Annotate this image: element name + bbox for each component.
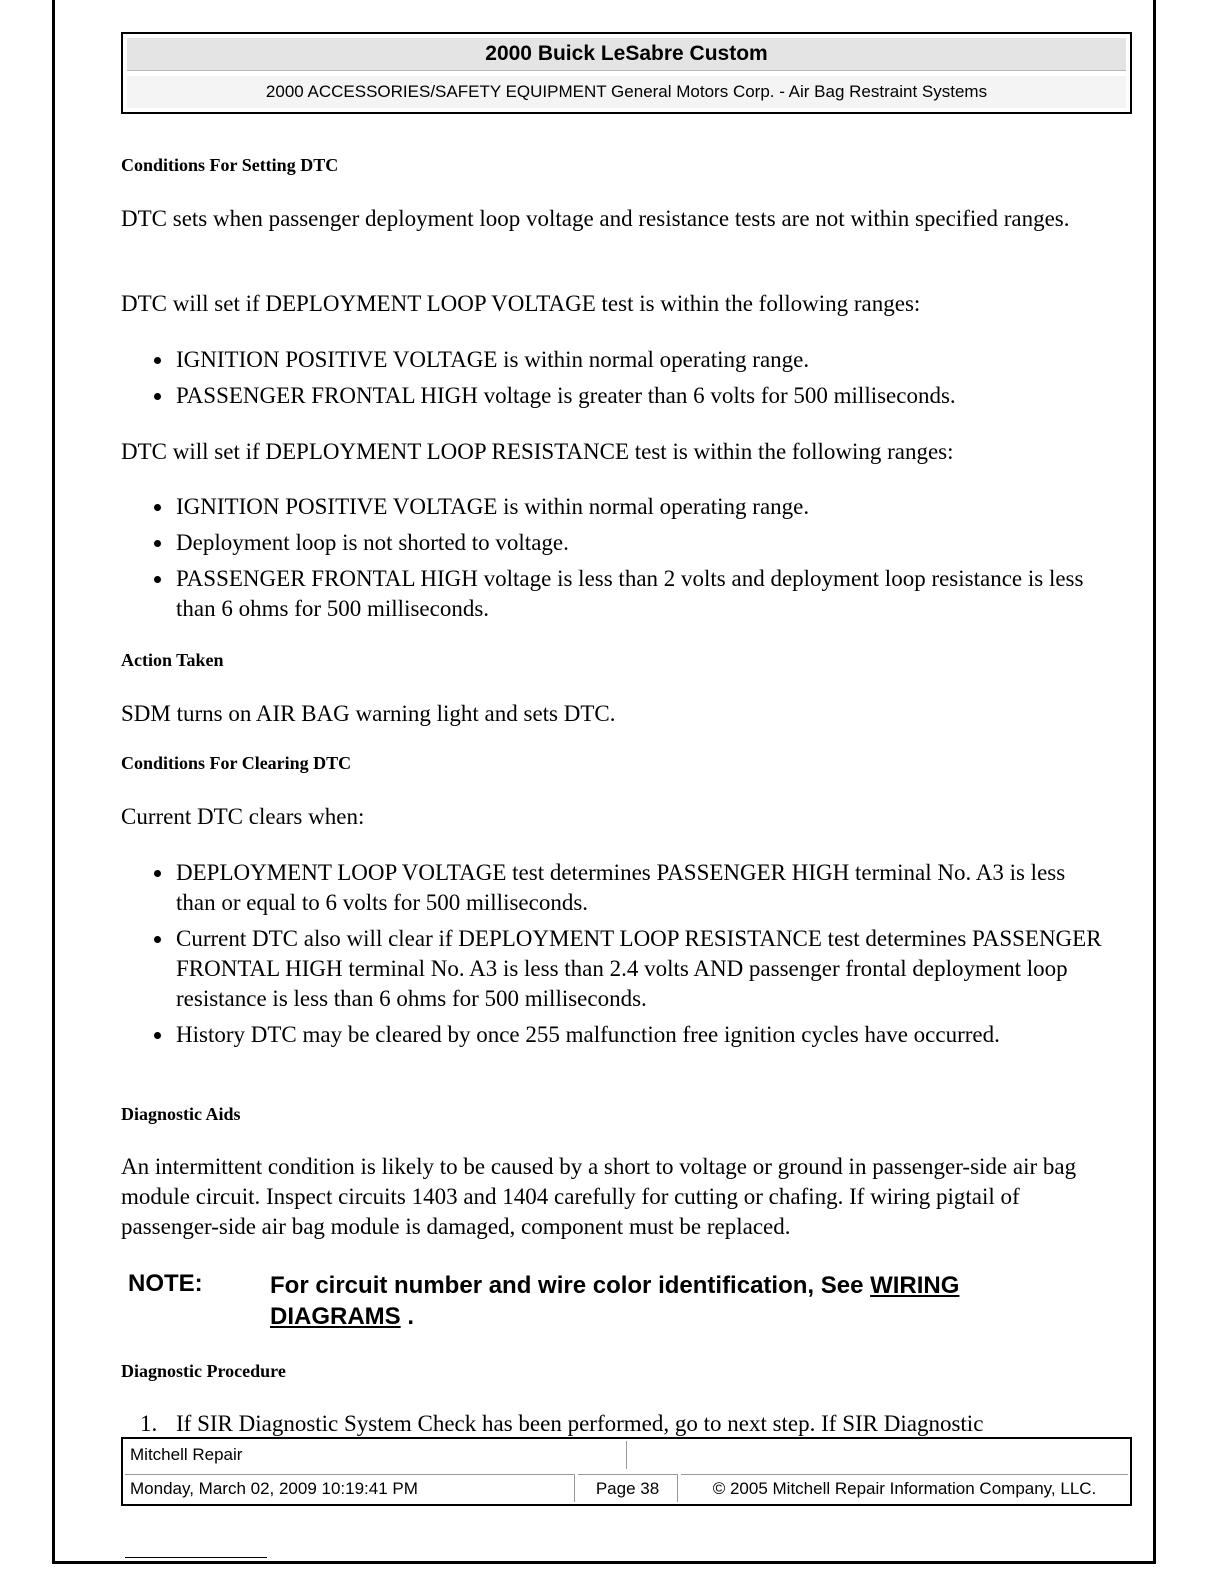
- clearing-intro: Current DTC clears when:: [121, 804, 365, 829]
- footer-company: Mitchell Repair: [125, 1441, 627, 1469]
- resistance-list: [176, 492, 1106, 630]
- heading-action-taken: Action Taken: [121, 650, 224, 670]
- clearing-list: [176, 858, 1106, 1056]
- wiring-diagrams-link[interactable]: WIRING DIAGRAMS: [270, 1272, 960, 1330]
- list-item: Current DTC also will clear if DEPLOYMENT LOOP RESISTANCE test determines PASSENGER FRONTAL HIGH terminal No. A3 is less than 2.4 volts AND passenger frontal deployment loop resistance is less than 6 ohms for 500 milliseconds.: [176, 924, 1106, 1014]
- bullet-icon: [154, 576, 161, 583]
- note-text: For circuit number and wire color identification, See WIRING DIAGRAMS .: [270, 1272, 960, 1330]
- voltage-intro: DTC will set if DEPLOYMENT LOOP VOLTAGE test is within the following ranges:: [121, 291, 921, 316]
- step-number: 1.: [140, 1411, 158, 1436]
- bullet-icon: [154, 870, 161, 877]
- heading-conditions-setting: Conditions For Setting DTC: [121, 155, 339, 175]
- bullet-icon: [154, 393, 161, 400]
- footer-blank-cell: [629, 1441, 1128, 1469]
- footer-page-number: Page 38: [578, 1474, 678, 1502]
- footnote-divider: [125, 1557, 267, 1558]
- bullet-icon: [154, 1032, 161, 1039]
- step-text: If SIR Diagnostic System Check has been performed, go to next step. If SIR Diagnostic: [176, 1411, 984, 1436]
- heading-diagnostic-aids: Diagnostic Aids: [121, 1104, 241, 1124]
- footer-copyright: © 2005 Mitchell Repair Information Company, LLC.: [681, 1474, 1128, 1502]
- procedure-step: [140, 1409, 1100, 1439]
- list-item: DEPLOYMENT LOOP VOLTAGE test determines PASSENGER HIGH terminal No. A3 is less than or equal to 6 volts for 500 milliseconds.: [176, 858, 1106, 918]
- bullet-icon: [154, 936, 161, 943]
- document-header: [121, 32, 1132, 114]
- aids-text: An intermittent condition is likely to be caused by a short to voltage or ground in passenger-side air bag module circuit. Inspect circuits 1403 and 1404 carefully for cutting or chafing. If wiring pigtail of passenger-side air bag module is damaged, component must be replaced.: [121, 1154, 1077, 1239]
- voltage-list: [176, 345, 1106, 417]
- list-item: PASSENGER FRONTAL HIGH voltage is less than 2 volts and deployment loop resistance is less than 6 ohms for 500 milliseconds.: [176, 564, 1106, 624]
- bullet-icon: [154, 504, 161, 511]
- list-item: IGNITION POSITIVE VOLTAGE is within normal operating range.: [176, 492, 1106, 522]
- heading-diagnostic-procedure: Diagnostic Procedure: [121, 1361, 286, 1381]
- document-subtitle: 2000 ACCESSORIES/SAFETY EQUIPMENT General Motors Corp. - Air Bag Restraint Systems: [127, 76, 1126, 108]
- bullet-icon: [154, 540, 161, 547]
- setting-intro: DTC sets when passenger deployment loop voltage and resistance tests are not within specified ranges.: [121, 206, 1070, 231]
- list-item: PASSENGER FRONTAL HIGH voltage is greater than 6 volts for 500 milliseconds.: [176, 381, 1106, 411]
- resistance-intro: DTC will set if DEPLOYMENT LOOP RESISTANCE test is within the following ranges:: [121, 439, 954, 464]
- bullet-icon: [154, 357, 161, 364]
- list-item: Deployment loop is not shorted to voltage.: [176, 528, 1106, 558]
- document-title: 2000 Buick LeSabre Custom: [127, 38, 1126, 71]
- list-item: IGNITION POSITIVE VOLTAGE is within normal operating range.: [176, 345, 1106, 375]
- list-item: History DTC may be cleared by once 255 malfunction free ignition cycles have occurred.: [176, 1020, 1106, 1050]
- footer-datetime: Monday, March 02, 2009 10:19:41 PM: [125, 1474, 575, 1502]
- heading-conditions-clearing: Conditions For Clearing DTC: [121, 753, 352, 773]
- document-footer: [121, 1437, 1132, 1506]
- action-text: SDM turns on AIR BAG warning light and sets DTC.: [121, 701, 616, 726]
- note-label: NOTE:: [128, 1270, 203, 1297]
